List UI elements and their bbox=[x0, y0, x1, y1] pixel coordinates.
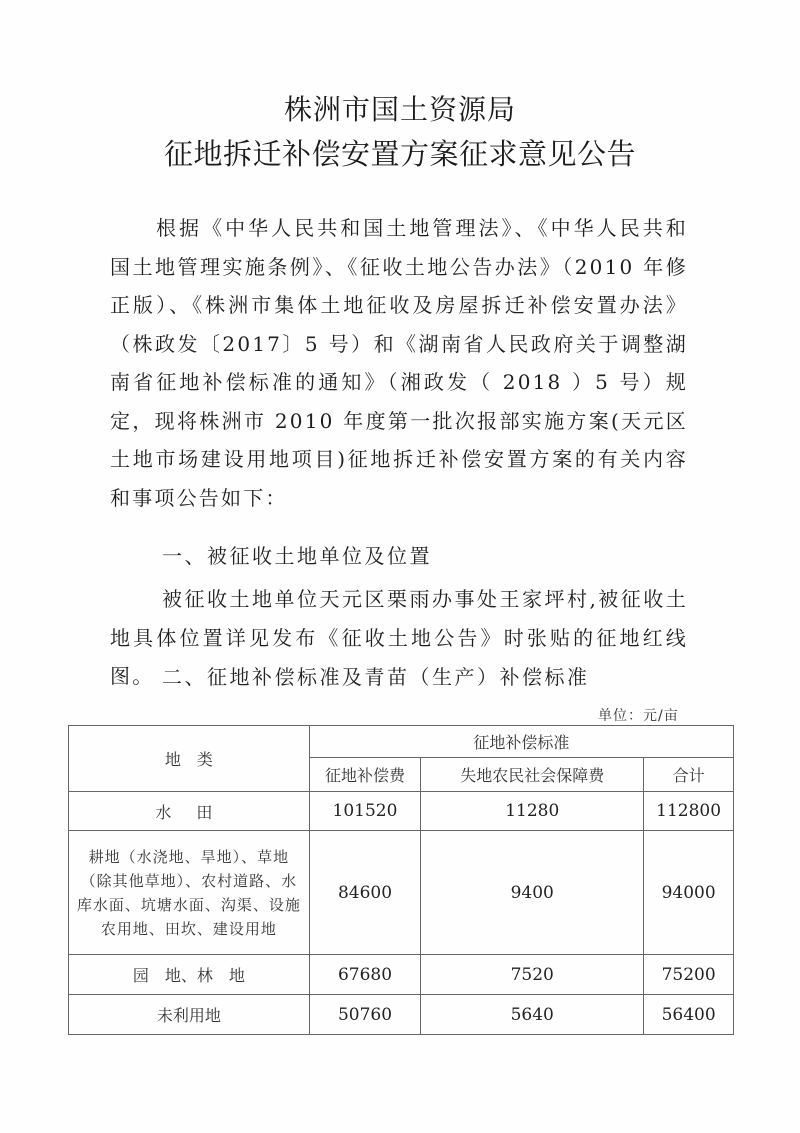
row-social-security: 7520 bbox=[421, 955, 644, 995]
section-1-body: 被征收土地单位天元区栗雨办事处王家坪村,被征收土地具体位置详见发布《征收土地公告》时张贴的征地红线图。 bbox=[110, 587, 688, 688]
header-total: 合计 bbox=[644, 758, 734, 792]
unit-label: 单位：元/亩 bbox=[598, 708, 679, 724]
row-total: 56400 bbox=[644, 995, 734, 1035]
row-compensation: 67680 bbox=[309, 955, 420, 995]
table-header-row bbox=[69, 726, 734, 758]
row-compensation: 101520 bbox=[309, 792, 420, 831]
row-category: 耕地（水浇地、旱地）、草地（除其他草地）、农村道路、水库水面、坑塘水面、沟渠、设施农用地、田坎、建设用地 bbox=[69, 831, 310, 955]
intro-paragraph: 根据《中华人民共和国土地管理法》、《中华人民共和国土地管理实施条例》、《征收土地公告办法》（2010 年修正版）、《株洲市集体土地征收及房屋拆迁补偿安置办法》（株政发〔2017〕5 号）和《湖南省人民政府关于调整湖南省征地补偿标准的通知》（湘政发（ 2018 ）5 号）规定，现将株洲市 2010 年度第一批次报部实施方案(天元区土地市场建设用地项目)征地拆迁补偿安置方案的有关内容和事项公告如下： bbox=[110, 216, 688, 510]
row-total: 112800 bbox=[644, 792, 734, 831]
header-compensation: 征地补偿费 bbox=[309, 758, 420, 792]
row-compensation: 84600 bbox=[309, 831, 420, 955]
document-title-line-2: 征地拆迁补偿安置方案征求意见公告 bbox=[163, 137, 636, 171]
row-total: 94000 bbox=[644, 831, 734, 955]
section-2-heading: 二、征地补偿标准及青苗（生产）补偿标准 bbox=[162, 665, 590, 689]
row-category: 水 田 bbox=[69, 792, 310, 831]
row-compensation: 50760 bbox=[309, 995, 420, 1035]
row-category: 园 地、林 地 bbox=[69, 955, 310, 995]
row-total: 75200 bbox=[644, 955, 734, 995]
header-category: 地 类 bbox=[69, 726, 310, 792]
header-group: 征地补偿标准 bbox=[309, 726, 733, 758]
document-title-line-1: 株洲市国土资源局 bbox=[283, 93, 516, 126]
table-row bbox=[69, 995, 734, 1035]
row-social-security: 5640 bbox=[421, 995, 644, 1035]
row-social-security: 9400 bbox=[421, 831, 644, 955]
table-row bbox=[69, 831, 734, 955]
compensation-standard-table bbox=[68, 725, 734, 1035]
table-row bbox=[69, 792, 734, 831]
row-social-security: 11280 bbox=[421, 792, 644, 831]
table-row bbox=[69, 955, 734, 995]
header-social-security: 失地农民社会保障费 bbox=[421, 758, 644, 792]
section-1-heading: 一、被征收土地单位及位置 bbox=[162, 544, 432, 568]
row-category: 未利用地 bbox=[69, 995, 310, 1035]
